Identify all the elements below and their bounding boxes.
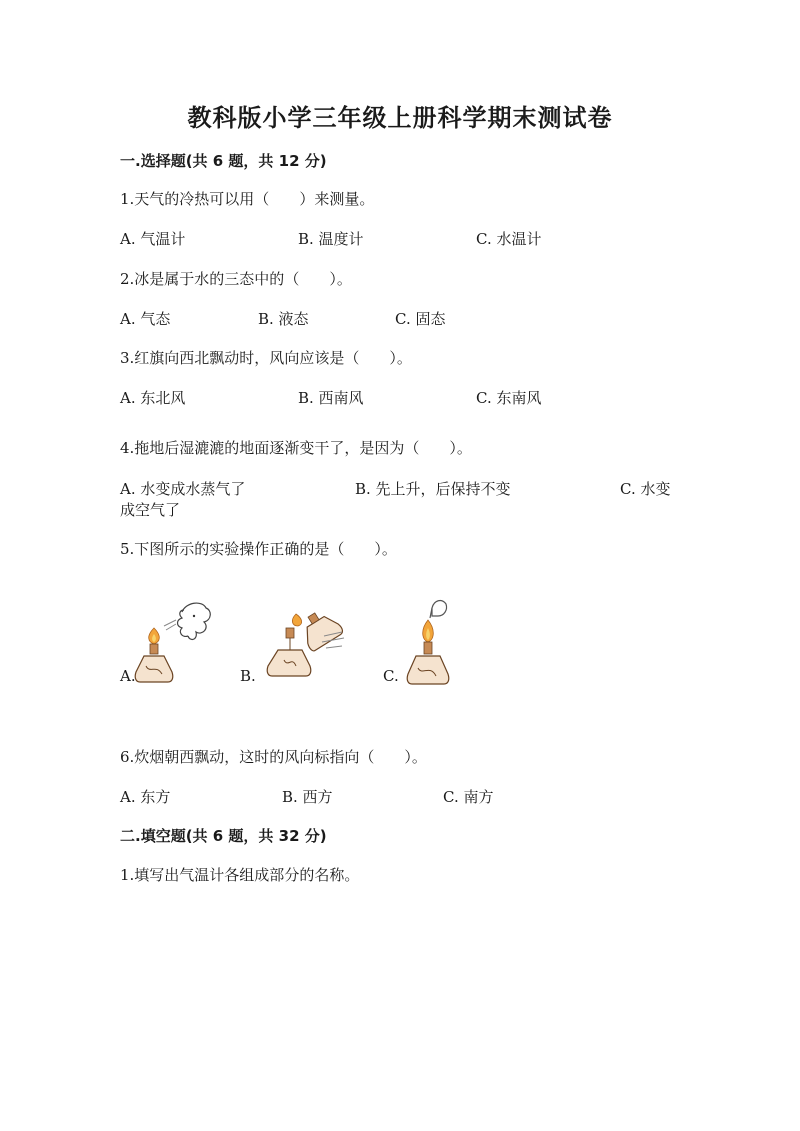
question-5-option-c: C. — [383, 667, 399, 685]
question-6-stem: 6.炊烟朝西飘动，这时的风向标指向（ ）。 — [120, 748, 427, 766]
alcohol-lamp-cap-cover-illustration — [404, 594, 464, 690]
question-4-option-c: C. 水变 — [620, 480, 671, 498]
section-header-choice: 一.选择题(共 6 题，共 12 分) — [120, 152, 327, 170]
question-5-stem: 5.下图所示的实验操作正确的是（ ）。 — [120, 540, 397, 558]
question-2-option-a: A. 气态 — [120, 310, 171, 328]
question-5-option-a: A. — [120, 667, 136, 685]
question-6-option-a: A. 东方 — [120, 788, 171, 806]
question-3-stem: 3.红旗向西北飘动时，风向应该是（ ）。 — [120, 349, 412, 367]
alcohol-lamp-light-from-another-illustration — [262, 602, 350, 682]
question-5-option-b: B. — [240, 667, 256, 685]
question-2-option-b: B. 液态 — [258, 310, 309, 328]
question-3-option-b: B. 西南风 — [298, 389, 364, 407]
question-1-stem: 1.天气的冷热可以用（ ）来测量。 — [120, 190, 375, 208]
question-4-stem: 4.拖地后湿漉漉的地面逐渐变干了，是因为（ ）。 — [120, 439, 472, 457]
question-4-option-c-continued: 成空气了 — [120, 501, 181, 519]
page-title: 教科版小学三年级上册科学期末测试卷 — [187, 103, 613, 132]
section-header-fill: 二.填空题(共 6 题，共 32 分) — [120, 827, 327, 845]
question-6-option-b: B. 西方 — [282, 788, 333, 806]
question-2-option-c: C. 固态 — [395, 310, 446, 328]
question-4-option-a: A. 水变成水蒸气了 — [120, 480, 246, 498]
question-1-option-a: A. 气温计 — [120, 230, 186, 248]
question-1-option-b: B. 温度计 — [298, 230, 364, 248]
question-6-option-c: C. 南方 — [443, 788, 494, 806]
alcohol-lamp-blow-out-illustration — [132, 598, 220, 690]
fill-question-1-stem: 1.填写出气温计各组成部分的名称。 — [120, 866, 360, 884]
question-3-option-a: A. 东北风 — [120, 389, 186, 407]
question-2-stem: 2.冰是属于水的三态中的（ ）。 — [120, 270, 352, 288]
question-3-option-c: C. 东南风 — [476, 389, 542, 407]
question-1-option-c: C. 水温计 — [476, 230, 542, 248]
question-4-option-b: B. 先上升，后保持不变 — [355, 480, 511, 498]
